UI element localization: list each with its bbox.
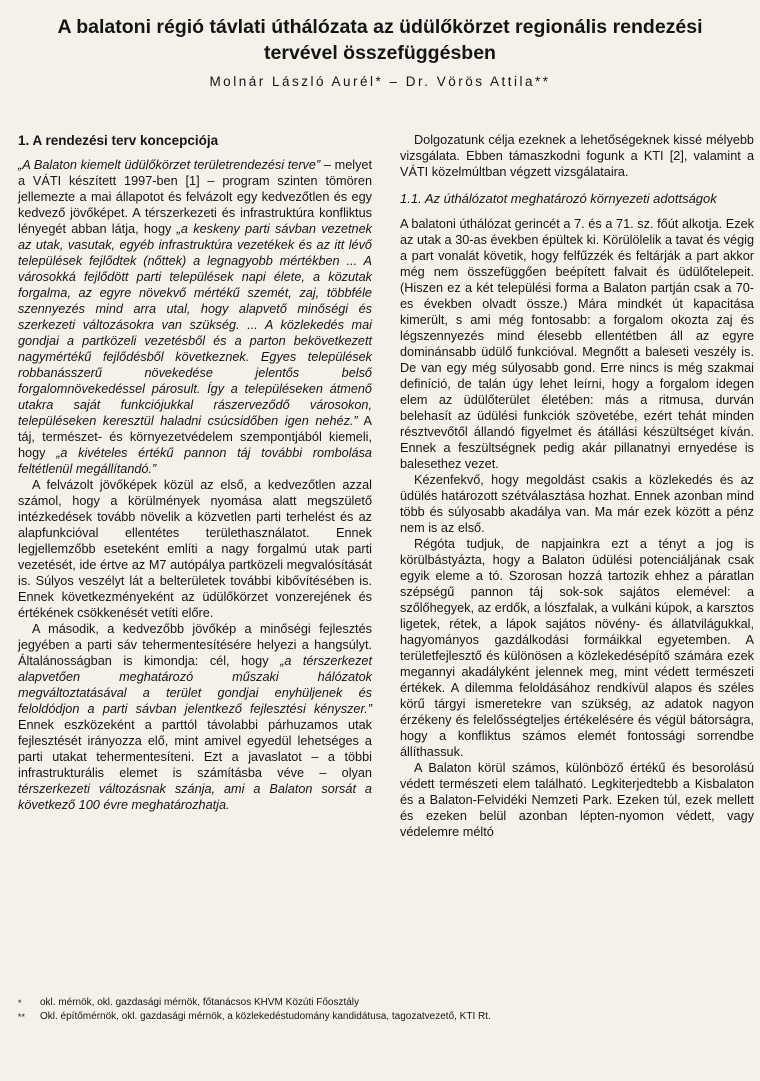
quote-plan-title: „A Balaton kiemelt üdülőkörzet területrendezési terve”	[18, 158, 321, 172]
paragraph-intro: Dolgozatunk célja ezeknek a lehetőségeknek kissé mélyebb vizsgálata. Ebben támaszkodni fogunk a KTI [2], valamint a VÁTI közelmúltban végzett vizsgálataira.	[400, 133, 754, 179]
quote-landscape: „a kivételes értékű pannon táj további rombolása feltétlenül megállítandó.”	[18, 446, 372, 476]
article-title: A balatoni régió távlati úthálózata az üdülőkörzet regionális rendezési tervével összefüggésben	[57, 16, 703, 64]
left-column	[18, 132, 372, 813]
paragraph-2: A felvázolt jövőképek közül az első, a kedvezőtlen azzal számol, hogy a körülmények nyomása alatt megszülető intézkedések tovább növelik a közvetlen parti terhelést és az alapfunkcióval ellentétes területhasználatot. Ennek legjellemzőbb eseteként említi a nagy forgalmú utak parti vezetését, ide értve az M7 autópálya partközeli megvalósítását is. Súlyos veszélyt lát a belterületek további kibővítésében is. Ennek következményeként az üdülőkörzet vonzerejének és értékének csökkenését vetíti előre.	[18, 478, 372, 620]
paragraph-1	[18, 157, 372, 477]
quote-conflict: „a keskeny parti sávban vezetnek az utak, vasutak, egyéb infrastruktúra vezetékek és az itt lévő települések fejlődtek (nőttek) a legnagyobb mértékben ... A városokká fejlődött parti települések napi élete, a közutak forgalma, az egyre növekvő mértékű szemét, zaj, többféle szennyezés mind arra utal, hogy alapvető minőségi és szerkezeti változásokra van szükség. ... A közlekedés mai gondjai a partközeli vezetésből és a parton bekövetkezett nagymértékű fejlődésből következnek. Egyes települések robbanásszerű növekedése jelentős belső forgalomnövekedéssel párosult. Így a településeken átmenő utakra saját funkciójukkal rászerveződő városokon, településeken keresztül haladni csúcsidőben igen nehéz.”	[18, 222, 372, 428]
footnote-mark: **	[18, 1012, 26, 1022]
paragraph-protected: A Balaton körül számos, különböző értékű és besorolású védett természeti elem található. Legkiterjedtebb a Kisbalaton és a Balaton-Felvidéki Nemzeti Park. Ezeken túl, ezek mellett és ezeken belül azonban lépten-nyomon védett, vagy védelemre méltó	[400, 761, 754, 839]
text-span: – melyet a VÁTI készített 1997-ben [1] – program szinten tömören jellemezte a mai állapotot és felvázolt egy kedvezőtlen és egy kedvező jövőképet. A térszerkezeti és infrastruktúra konfliktus lényegét abban látja, hogy	[18, 158, 372, 236]
subsection-heading: 1.1. Az úthálózatot meghatározó környezeti adottságok	[400, 191, 717, 206]
footnote	[18, 1010, 740, 1024]
section-heading: 1. A rendezési terv koncepciója	[18, 133, 219, 148]
footnote-text: Okl. építőmérnök, okl. gazdasági mérnök, a közlekedéstudomány kandidátusa, tagozatvezető, KTI Rt.	[40, 1011, 491, 1022]
quote-future: térszerkezeti változásnak szánja, ami a Balaton sorsát a következő 100 évre meghatározhatja.	[18, 782, 372, 812]
text-span: A második, a kedvezőbb jövőkép a minőségi fejlesztés jegyében a parti sáv tehermentesítésére helyezi a hangsúlyt. Általánosságban is kimondja: cél, hogy	[18, 622, 372, 668]
footnote	[18, 996, 740, 1010]
text-span: Ennek eszközeként a parttól távolabbi párhuzamos utak fejlesztését irányozza elő, mint amivel egyedül lehetséges a parti utakat tehermentesíteni. Ezt a javaslatot – a többi infrastrukturális elemet is számításba véve – olyan	[18, 718, 372, 780]
article-authors: Molnár László Aurél* – Dr. Vörös Attila**	[209, 74, 551, 89]
right-column	[400, 132, 754, 840]
paragraph-road-network: A balatoni úthálózat gerincét a 7. és a 71. sz. főút alkotja. Ezek az utak a 30-as években épültek ki. Körülölelik a tavat és végig a part vonalát követik, hogy felfűzzék és feltárják a part akkor még nem összefüggően beépített falvait és üdülőtelepeit. (Hiszen ez a két települési forma a Balaton partján csak a 70-es években olvadt össze.) Mára mindkét út kapacitása kimerült, s ami még fontosabb: a forgalom okozta zaj és légszennyezés mind élesebb ellentétben áll az egyre dominánsabb üdülő funkcióval. Megnőtt a baleseti veszély is. De van egy még súlyosabb gond. Erre nincs is még szakmai definíció, de talán úgy lehet leírni, hogy a forgalom idegen elem az üdülőterület életében: más a ritmusa, durván belehasít az üdülési funkciók szövetébe, ezért tehát minden résztvevőtől állandó figyelmet és átállási készültséget kíván. Ennek a feszültségnek pedig akár pillanatnyi ernyedése is balesethez vezet.	[400, 217, 754, 471]
paragraph-solution: Kézenfekvő, hogy megoldást csakis a közlekedés és az üdülés határozott szétválasztása hozhat. Ennek azonban mind több és súlyosabb akadálya van. Ma már ezek között a pénz nem is az első.	[400, 473, 754, 535]
quote-goal: „a térszerkezet alapvetően meghatározó műszaki hálózatok megváltoztatásával a terület gondjai enyhüljenek és feloldódjon a parti sávban jelentkező fejlesztési kényszer.”	[18, 654, 373, 716]
footnote-text: okl. mérnök, okl. gazdasági mérnök, főtanácsos KHVM Közúti Főosztály	[40, 997, 360, 1008]
footnote-mark: *	[18, 998, 22, 1008]
footnotes	[18, 996, 740, 1024]
text-span: A táj, természet- és környezetvédelem szempontjából kiemeli, hogy	[18, 414, 373, 460]
paragraph-landscape: Régóta tudjuk, de napjainkra ezt a tényt a jog is körülbástyázta, hogy a Balaton üdülési potenciáljának csak egyik eleme a tó. Szorosan hozzá tartozik ehhez a páratlan szépségű pannon táj sok-sok sajátos elemével: a szőlőhegyek, az erdők, a lószfalak, a vulkáni kúpok, a karsztos ligetek, rétek, a lápok sajátos növény- és állatvilágukkal, hagyományos gazdálkodási formáikkal egyetemben. A területfejlesztő és különösen a közlekedésépítő számára ezek megannyi akadályként jelennek meg, mint védett természeti értékek. A dilemma feloldásához rendkívül alapos és széles körű tárgyi ismeretekre van szükség, az adatok nagyon érzékeny és felelősségteljes értékelésére és végül bátorságra, hogy a konfliktus számos elemét fontossági sorrendbe állíthassuk.	[400, 537, 754, 759]
paragraph-3	[18, 621, 372, 813]
